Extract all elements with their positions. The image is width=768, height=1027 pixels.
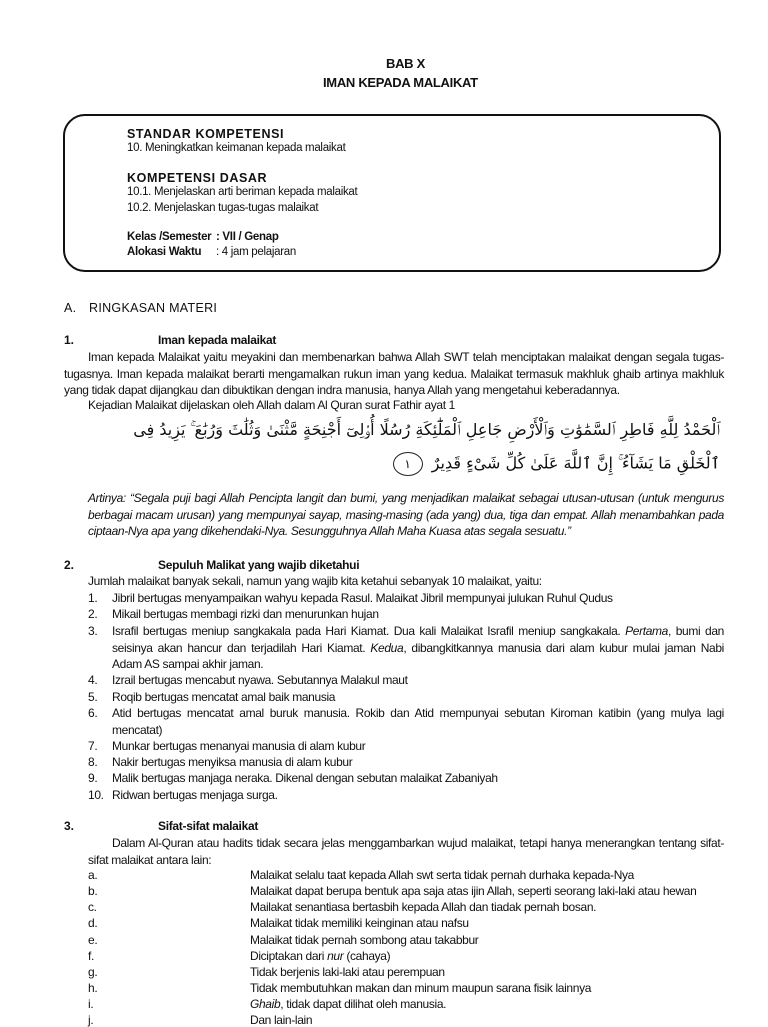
list-item-text: Roqib bertugas mencatat amal baik manusia — [112, 690, 336, 704]
list-item-number: 10. — [88, 788, 104, 802]
part1-title: Iman kepada malaikat — [158, 333, 277, 347]
part3-number: 3. — [64, 819, 75, 833]
list-item-number: 4. — [88, 673, 98, 687]
section-a-title: RINGKASAN MATERI — [89, 301, 218, 315]
part2-intro: Jumlah malaikat banyak sekali, namun yang wajib kita ketahui sebanyak 10 malaikat, yaitu: — [88, 574, 542, 588]
kd-item: 10.2. Menjelaskan tugas-tugas malaikat — [127, 202, 319, 214]
waktu-value: : 4 jam pelajaran — [216, 246, 296, 258]
list-item — [88, 590, 724, 607]
sifat-text: Mailakat senantiasa bertasbih kepada Allah dan tiadak pernah bosan. — [250, 900, 597, 914]
list-item — [88, 689, 724, 706]
sifat-text: Dan lain-lain — [250, 1013, 313, 1027]
list-item-text: Mikail bertugas membagi rizki dan menurunkan hujan — [112, 607, 379, 621]
ayah-number: ١ — [404, 457, 411, 471]
list-item — [88, 770, 724, 787]
kelas-value: : VII / Genap — [216, 231, 279, 243]
sifat-letter: e. — [88, 933, 98, 947]
arabic-verse-text: ٱلْخَلْقِ مَا يَشَآءُ ۚ إِنَّ ٱللَّهَ عَلَىٰ كُلِّ شَىْءٍ قَدِيرٌ — [431, 453, 720, 473]
part3-title: Sifat-sifat malaikat — [158, 819, 259, 833]
section-a-letter: A. — [64, 301, 77, 315]
sifat-letter: j. — [88, 1013, 94, 1027]
sk-heading: STANDAR KOMPETENSI — [127, 127, 285, 141]
sifat-letter: b. — [88, 884, 98, 898]
list-item-text: Israfil bertugas meniup sangkakala pada Hari Kiamat. Dua kali Malaikat Israfil meniup sangkakala. Pertama, bumi dan seisinya akan hancur dan terjadilah Hari Kiamat. Kedua, dibangkitkannya manusia dari alam kubur mulai jaman Nabi Adam AS sampai akhir jaman. — [112, 624, 724, 671]
sifat-letter: h. — [88, 981, 98, 995]
sifat-letter: a. — [88, 868, 98, 882]
sifat-letter: d. — [88, 916, 98, 930]
kd-item: 10.1. Menjelaskan arti beriman kepada malaikat — [127, 186, 358, 198]
list-item-number: 8. — [88, 755, 98, 769]
list-item-text: Malik bertugas manjaga neraka. Dikenal dengan sebutan malaikat Zabaniyah — [112, 771, 498, 785]
part1-paragraph: Iman kepada Malaikat yaitu meyakini dan membenarkan bahwa Allah SWT telah menciptakan malaikat dengan segala tugas-tugasnya. Iman kepada malaikat berarti mengamalkan rukun iman yang kedua. Malaikat termasuk makhluk ghaib artinya makhluk yang tidak dapat dijangkau dan dibuktikan dengan indra manusia, hanya Allah yang mengetahui keberadannya. — [64, 350, 724, 397]
arabic-verse-line-2 — [393, 452, 720, 476]
list-item — [88, 606, 724, 623]
part1-paragraph-2: Kejadian Malaikat dijelaskan oleh Allah dalam Al Quran surat Fathir ayat 1 — [88, 398, 455, 412]
list-item-number: 5. — [88, 690, 98, 704]
chapter-label: BAB X — [386, 56, 425, 71]
list-item-text: Nakir bertugas menyiksa manusia di alam kubur — [112, 755, 353, 769]
sifat-text: Diciptakan dari nur (cahaya) — [250, 949, 391, 963]
part2-title: Sepuluh Malikat yang wajib diketahui — [158, 558, 360, 572]
sifat-text: Malaikat tidak pernah sombong atau takabbur — [250, 933, 479, 947]
ayah-number-marker — [393, 452, 423, 476]
sifat-text: Malaikat tidak memiliki keinginan atau nafsu — [250, 916, 469, 930]
list-item-text: Atid bertugas mencatat amal buruk manusia. Rokib dan Atid mempunyai sebutan Kiroman katibin (yang mulya lagi mencatat) — [112, 706, 724, 737]
sifat-letter: f. — [88, 949, 94, 963]
arabic-verse-line-1: ٱلْحَمْدُ لِلَّهِ فَاطِرِ ٱلسَّمَٰوَٰتِ وَٱلْأَرْضِ جَاعِلِ ٱلْمَلَٰٓئِكَةِ رُسُلًا أُو۟لِىٓ أَجْنِحَةٍ مَّثْنَىٰ وَثُلَٰثَ وَرُبَٰعَ ۚ يَزِيدُ فِى — [133, 420, 720, 439]
part1-number: 1. — [64, 333, 75, 347]
list-item-number: 3. — [88, 624, 98, 638]
sifat-text: Malaikat selalu taat kepada Allah swt serta tidak pernah durhaka kepada-Nya — [250, 868, 634, 882]
list-item-text: Jibril bertugas menyampaikan wahyu kepada Rasul. Malaikat Jibril mempunyai julukan Ruhul Qudus — [112, 591, 613, 605]
sifat-letter: c. — [88, 900, 97, 914]
chapter-title: IMAN KEPADA MALAIKAT — [323, 75, 478, 90]
list-item-text: Munkar bertugas menanyai manusia di alam kubur — [112, 739, 366, 753]
list-item — [88, 754, 724, 771]
list-item-text: Izrail bertugas mencabut nyawa. Sebutannya Malakul maut — [112, 673, 408, 687]
sifat-text: Tidak berjenis laki-laki atau perempuan — [250, 965, 445, 979]
list-item-text: Ridwan bertugas menjaga surga. — [112, 788, 278, 802]
list-item-number: 2. — [88, 607, 98, 621]
list-item — [88, 623, 724, 673]
sifat-letter: g. — [88, 965, 98, 979]
part3-intro: Dalam Al-Quran atau hadits tidak secara jelas menggambarkan wujud malaikat, tetapi hanya menerangkan tentang sifat-sifat malaikat antara lain: — [88, 836, 724, 867]
list-item-number: 9. — [88, 771, 98, 785]
list-item-number: 6. — [88, 706, 98, 720]
sk-item: 10. Meningkatkan keimanan kepada malaikat — [127, 142, 346, 154]
list-item-number: 1. — [88, 591, 98, 605]
verse-translation: Artinya: “Segala puji bagi Allah Pencipta langit dan bumi, yang menjadikan malaikat sebagai utusan-utusan (untuk mengurus berbagai macam urusan) yang mempunyai sayap, masing-masing (ada yang) dua, tiga dan empat. Allah menambahkan pada ciptaan-Nya apa yang dikehendaki-Nya. Sesungguhnya Allah Maha Kuasa atas segala sesuatu.” — [88, 491, 724, 538]
sifat-letter: i. — [88, 997, 94, 1011]
list-item-number: 7. — [88, 739, 98, 753]
sifat-text: Tidak membutuhkan makan dan minum maupun sarana fisik lainnya — [250, 981, 592, 995]
kd-heading: KOMPETENSI DASAR — [127, 171, 268, 185]
waktu-label: Alokasi Waktu — [127, 246, 202, 258]
list-item — [88, 672, 724, 689]
kelas-label: Kelas /Semester — [127, 231, 212, 243]
sifat-text: Ghaib, tidak dapat dilihat oleh manusia. — [250, 997, 447, 1011]
list-item — [88, 705, 724, 738]
sifat-text: Malaikat dapat berupa bentuk apa saja atas ijin Allah, seperti seorang laki-laki atau hewan — [250, 884, 697, 898]
list-item — [88, 738, 724, 755]
part2-number: 2. — [64, 558, 75, 572]
list-item — [88, 787, 724, 804]
